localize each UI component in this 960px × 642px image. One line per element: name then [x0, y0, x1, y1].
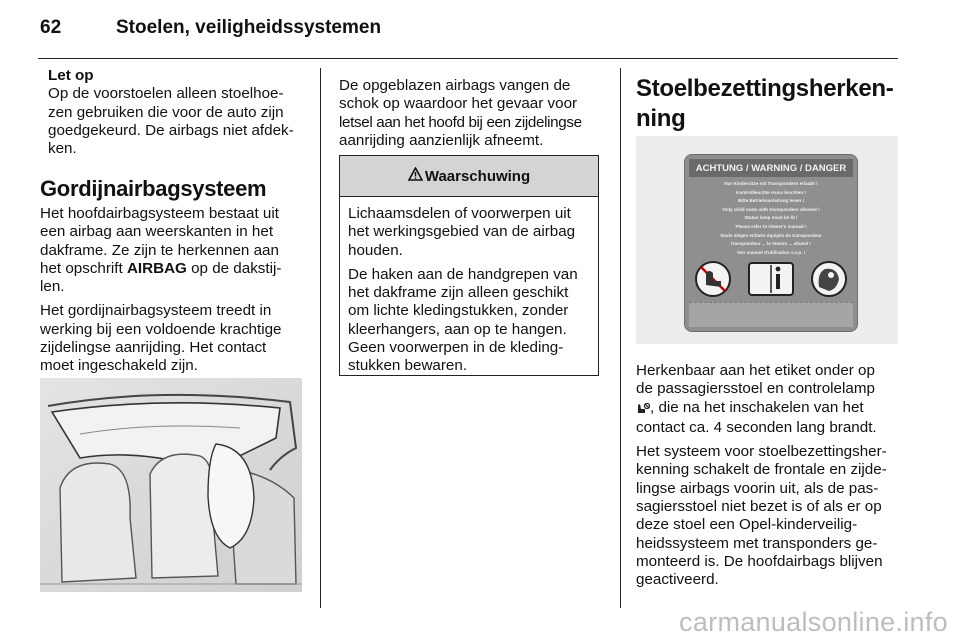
text-line: een airbag aan weerskanten in het	[40, 223, 274, 241]
sticker-bottom-strip	[689, 302, 853, 327]
sticker-line: transpondeur ... le témoin ... allumé !	[731, 241, 811, 247]
text-line: stukken bewaren.	[348, 357, 468, 375]
note-label: Let op	[48, 67, 94, 84]
text-line: Het hoofdairbagsysteem bestaat uit	[40, 205, 279, 222]
note-line: ken.	[48, 140, 77, 158]
heading-stoelbezetting	[636, 74, 898, 134]
heading-gordijnairbag: Gordijnairbagsysteem	[40, 176, 267, 201]
paragraph	[348, 266, 589, 376]
sticker-line: Only child seats with transponders allowed !	[722, 206, 820, 212]
text-line: Het systeem voor stoelbezettingsher-	[636, 443, 887, 461]
warning-triangle-icon	[408, 167, 423, 185]
sticker-line: Bitte Betriebsanleitung lesen !	[737, 198, 805, 204]
paragraph	[636, 443, 904, 589]
text-line: contact ca. 4 seconden lang brandt.	[636, 418, 877, 436]
text-line: zijdelingse aanrijding. Het contact	[40, 339, 267, 357]
curtain-airbag-illustration	[40, 378, 302, 592]
text-line: len.	[40, 278, 65, 296]
heading-line: Stoelbezettingsherken-	[636, 75, 894, 102]
paragraph	[40, 302, 312, 375]
text-line: de passagiersstoel en controlelamp	[636, 380, 875, 398]
warning-header	[340, 156, 598, 197]
text-line: De opgeblazen airbags vangen de	[339, 77, 571, 94]
airbag-bold-label: AIRBAG	[126, 259, 187, 277]
col3-body	[636, 362, 904, 596]
sticker-line: Seuls sièges enfants équipés de transpondeur	[720, 232, 822, 238]
text-line: Lichaamsdelen of voorwerpen uit	[348, 205, 571, 222]
text-line: om lichte kledingstukken, zonder	[348, 302, 569, 320]
section-title: Stoelen, veiligheidssystemen	[116, 17, 382, 38]
warning-box	[339, 155, 599, 376]
warning-sticker	[684, 154, 858, 332]
passenger-airbag-off-icon	[636, 401, 650, 419]
col2-intro	[339, 77, 607, 150]
text-line: Het gordijnairbagsysteem treedt in	[40, 302, 272, 320]
text-line: kleerhangers, aan op te hangen.	[348, 320, 567, 338]
text-line: letsel aan het hoofd bij een zijdelingse	[339, 113, 582, 131]
sticker-icons-row	[691, 259, 851, 299]
text-fragment: , die na het inschakelen van het	[650, 398, 864, 416]
paragraph	[636, 362, 904, 437]
note-line: goedgekeurd. De airbags niet afdek-	[48, 121, 294, 139]
text-line: houden.	[348, 241, 403, 259]
sticker-line: Kontrollleuchte muss leuchten !	[736, 189, 806, 195]
text-line: aanrijding aanzienlijk afneemt.	[339, 131, 544, 149]
text-fragment: het opschrift	[40, 259, 127, 277]
col1-body	[40, 205, 312, 382]
text-line: dakframe. Ze zijn te herkennen aan	[40, 241, 279, 259]
sticker-text	[691, 180, 851, 257]
note-line: Op de voorstoelen alleen stoelhoe-	[48, 85, 284, 103]
watermark: carmanualsonline.info	[679, 607, 948, 637]
sticker-title: ACHTUNG / WARNING / DANGER	[689, 159, 853, 177]
text-line: Geen voorwerpen in de kleding-	[348, 339, 564, 357]
text-line: geactiveerd.	[636, 571, 719, 589]
text-line: schok op waardoor het gevaar voor	[339, 95, 578, 113]
text-line: monteerd is. De hoofdairbags blijven	[636, 552, 883, 570]
paragraph	[348, 205, 589, 260]
heading-line: ning	[636, 105, 686, 132]
header-divider	[38, 58, 898, 59]
text-line: werking bij een voldoende krachtige	[40, 320, 282, 338]
text-line: moet ingeschakeld zijn.	[40, 357, 198, 375]
sticker-line: Nur Kindersitze mit Transpondern erlaubt !	[724, 181, 818, 186]
paragraph	[40, 205, 312, 296]
sticker-line: Voir manuel d'utilisation s.v.p. !	[736, 249, 806, 255]
text-line: deze stoel een Opel-kinderveilig-	[636, 516, 858, 534]
text-line: het dakframe zijn alleen geschikt	[348, 284, 569, 302]
column-divider-1	[320, 68, 321, 608]
sticker-line: Status lamp must be lit !	[744, 215, 798, 221]
page-number: 62	[40, 17, 62, 38]
text-line: Herkenbaar aan het etiket onder op	[636, 362, 875, 379]
passenger-seat-label-image	[636, 136, 898, 344]
text-line: heidssysteem met transponders ge-	[636, 534, 878, 552]
sticker-line: Please refer to Owner's manual !	[735, 223, 807, 229]
text-line: het werkingsgebied van de airbag	[348, 223, 576, 241]
text-line: kenning schakelt de frontale en zijde-	[636, 461, 887, 479]
text-fragment: op de dakstij-	[186, 259, 282, 277]
text-line: lingse airbags voorin uit, als de pas-	[636, 479, 879, 497]
text-line: De haken aan de handgrepen van	[348, 265, 578, 283]
text-line: sagiersstoel niet bezet is of als er op	[636, 498, 882, 516]
warning-body	[340, 197, 598, 376]
note-line: zen gebruiken die voor de auto zijn	[48, 103, 284, 121]
note-block	[48, 67, 310, 158]
column-divider-2	[620, 68, 621, 608]
warning-title: Waarschuwing	[424, 167, 531, 185]
